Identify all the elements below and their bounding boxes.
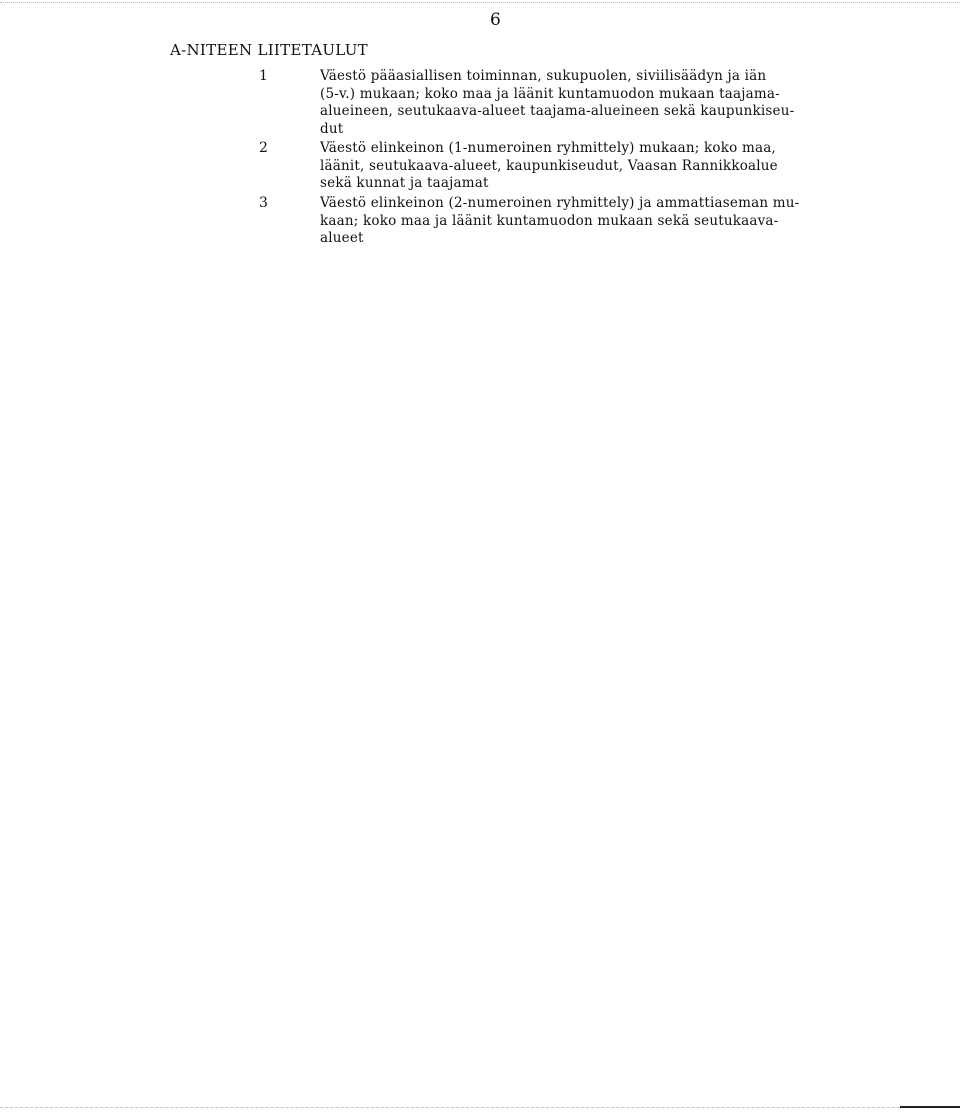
scan-edge-top — [0, 2, 960, 3]
entry-text-line: Väestö elinkeinon (1-numeroinen ryhmittely) mukaan; koko maa, — [320, 140, 776, 156]
entry-description — [320, 140, 860, 193]
entry-text-line: Väestö elinkeinon (2-numeroinen ryhmittely) ja ammattiaseman mu- — [320, 195, 800, 211]
entry-text-line: alueineen, seutukaava-alueet taajama-alueineen sekä kaupunkiseu- — [320, 103, 795, 119]
entry-description — [320, 68, 860, 138]
entry-text-line: alueet — [320, 230, 364, 246]
entry-number: 3 — [259, 195, 268, 211]
entry-text-line: läänit, seutukaava-alueet, kaupunkiseudut, Vaasan Rannikkoalue — [320, 157, 778, 174]
entry-text-line: sekä kunnat ja taajamat — [320, 175, 489, 191]
scan-edge-bottom — [0, 1107, 960, 1108]
entry-number: 2 — [259, 140, 268, 156]
section-title: A-NITEEN LIITETAULUT — [170, 41, 368, 59]
page-number: 6 — [490, 10, 501, 30]
entry-text-line: dut — [320, 120, 344, 137]
entry-text-line: kaan; koko maa ja läänit kuntamuodon mukaan sekä seutukaava- — [320, 212, 779, 229]
entry-text-line: Väestö pääasiallisen toiminnan, sukupuolen, siviilisäädyn ja iän — [320, 68, 767, 84]
entry-text-line: (5-v.) mukaan; koko maa ja läänit kuntamuodon mukaan taajama- — [320, 85, 780, 102]
entry-description — [320, 195, 860, 248]
scan-edge-bottom-mark — [900, 1106, 960, 1108]
entry-number: 1 — [259, 68, 268, 84]
